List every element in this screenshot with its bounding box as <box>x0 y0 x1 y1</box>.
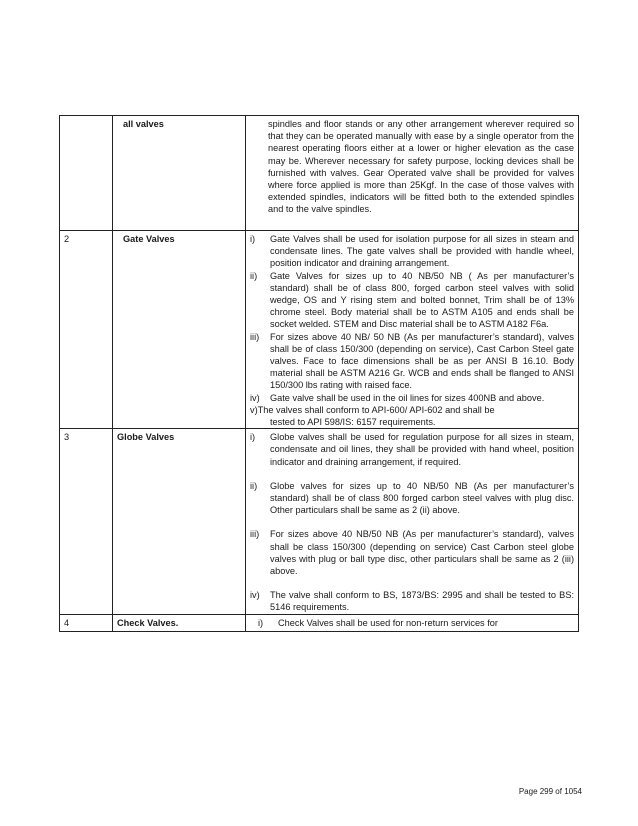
valve-type: Globe Valves <box>113 429 246 614</box>
list-item <box>250 233 574 270</box>
list-item <box>250 392 574 404</box>
specification-table <box>59 115 579 632</box>
item-label: ii) <box>250 480 258 491</box>
valve-type: all valves <box>113 116 246 231</box>
table-row <box>60 614 579 631</box>
valve-type: Gate Valves <box>113 231 246 429</box>
item-text: Check Valves shall be used for non-return services for <box>278 617 498 628</box>
item-text: Gate Valves shall be used for isolation purpose for all sizes in steam and condensate lines. The gate valves shall be provided with handle wheel, position indicator and draining arrangement. <box>270 234 574 269</box>
list-item <box>250 480 574 517</box>
row-number: 4 <box>60 614 113 631</box>
list-item <box>250 331 574 392</box>
item-label: iii) <box>250 331 260 342</box>
list-item <box>250 617 574 629</box>
item-text: Gate Valves for sizes up to 40 NB/50 NB ( As per manufacturer’s standard) shall be of class 800, forged carbon steel valves with solid wedge, OS and Y rising stem and bolted bonnet, Trim shall be of 13% chrome steel. Body material shall be to ASTM A105 and ends shall be socket welded. STEM and Disc material shall be to ASTM A182 F6a. <box>270 270 574 330</box>
item-label: ii) <box>250 270 258 281</box>
row-number: 3 <box>60 429 113 614</box>
item-text-continued: tested to API 598/IS: 6157 requirements. <box>270 417 436 428</box>
description-cell <box>246 231 579 429</box>
list-item <box>250 589 574 613</box>
item-text: The valve shall conform to BS, 1873/BS: 2995 and shall be tested to BS: 5146 requirements. <box>270 590 574 613</box>
item-text: v)The valves shall conform to API-600/ API-602 and shall be <box>250 404 495 415</box>
description-cell <box>246 116 579 231</box>
item-label: i) <box>258 617 264 628</box>
item-label: i) <box>250 432 256 443</box>
list-item <box>250 270 574 331</box>
item-text: Gate valve shall be used in the oil lines for sizes 400NB and above. <box>270 392 545 403</box>
item-label: iv) <box>250 392 260 403</box>
item-label: i) <box>250 234 256 244</box>
valve-type: Check Valves. <box>113 614 246 631</box>
item-text: For sizes above 40 NB/50 NB (As per manufacturer’s standard), valves shall be class 150/300 (depending on service) Cast Carbon steel globe valves with plug or ball type disc, other particulars shall be same as 2 (iii) above. <box>270 529 574 577</box>
list-item <box>250 404 574 428</box>
table-row <box>60 231 579 429</box>
item-label: iii) <box>250 529 260 540</box>
paragraph: spindles and floor stands or any other arrangement wherever required so that they can be operated manually with ease by a single operator from the nearest operating floors either at a lower or higher elevation as the case may be. Wherever necessary for safety purpose, locking devices shall be furnished with valves. Gear Operated valve shall be provided for valves where force applied is more than 25Kgf. In the case of those valves with extended spindles, indicators will be fitted both to the extended spindles and to the valve spindles. <box>268 119 574 215</box>
list-item <box>250 528 574 577</box>
table-row <box>60 429 579 614</box>
description-cell <box>246 614 579 631</box>
row-number: 2 <box>60 231 113 429</box>
item-label: iv) <box>250 590 260 601</box>
item-text: Globe valves for sizes up to 40 NB/50 NB (As per manufacturer’s standard) shall be of class 800 forged carbon steel valves with plug disc. Other particulars shall be same as 2 (ii) above. <box>270 480 574 516</box>
description-cell <box>246 429 579 614</box>
list-item <box>250 431 574 468</box>
item-text: For sizes above 40 NB/ 50 NB (As per manufacturer’s standard), valves shall be of class 150/300 (depending on service), Cast Carbon Steel gate valves. Face to face dimensions shall be as per ANSI B 16.10. Body material shall be ASTM A216 Gr. WCB and ends shall be flanged to ANSI 150/300 lbs rating with raised face. <box>270 331 574 391</box>
page-number: Page 299 of 1054 <box>518 787 582 796</box>
table-row <box>60 116 579 231</box>
item-text: Globe valves shall be used for regulation purpose for all sizes in steam, condensate and oil lines, they shall be provided with hand wheel, position indicator and draining arrangement, if required. <box>270 432 574 467</box>
row-number <box>60 116 113 231</box>
